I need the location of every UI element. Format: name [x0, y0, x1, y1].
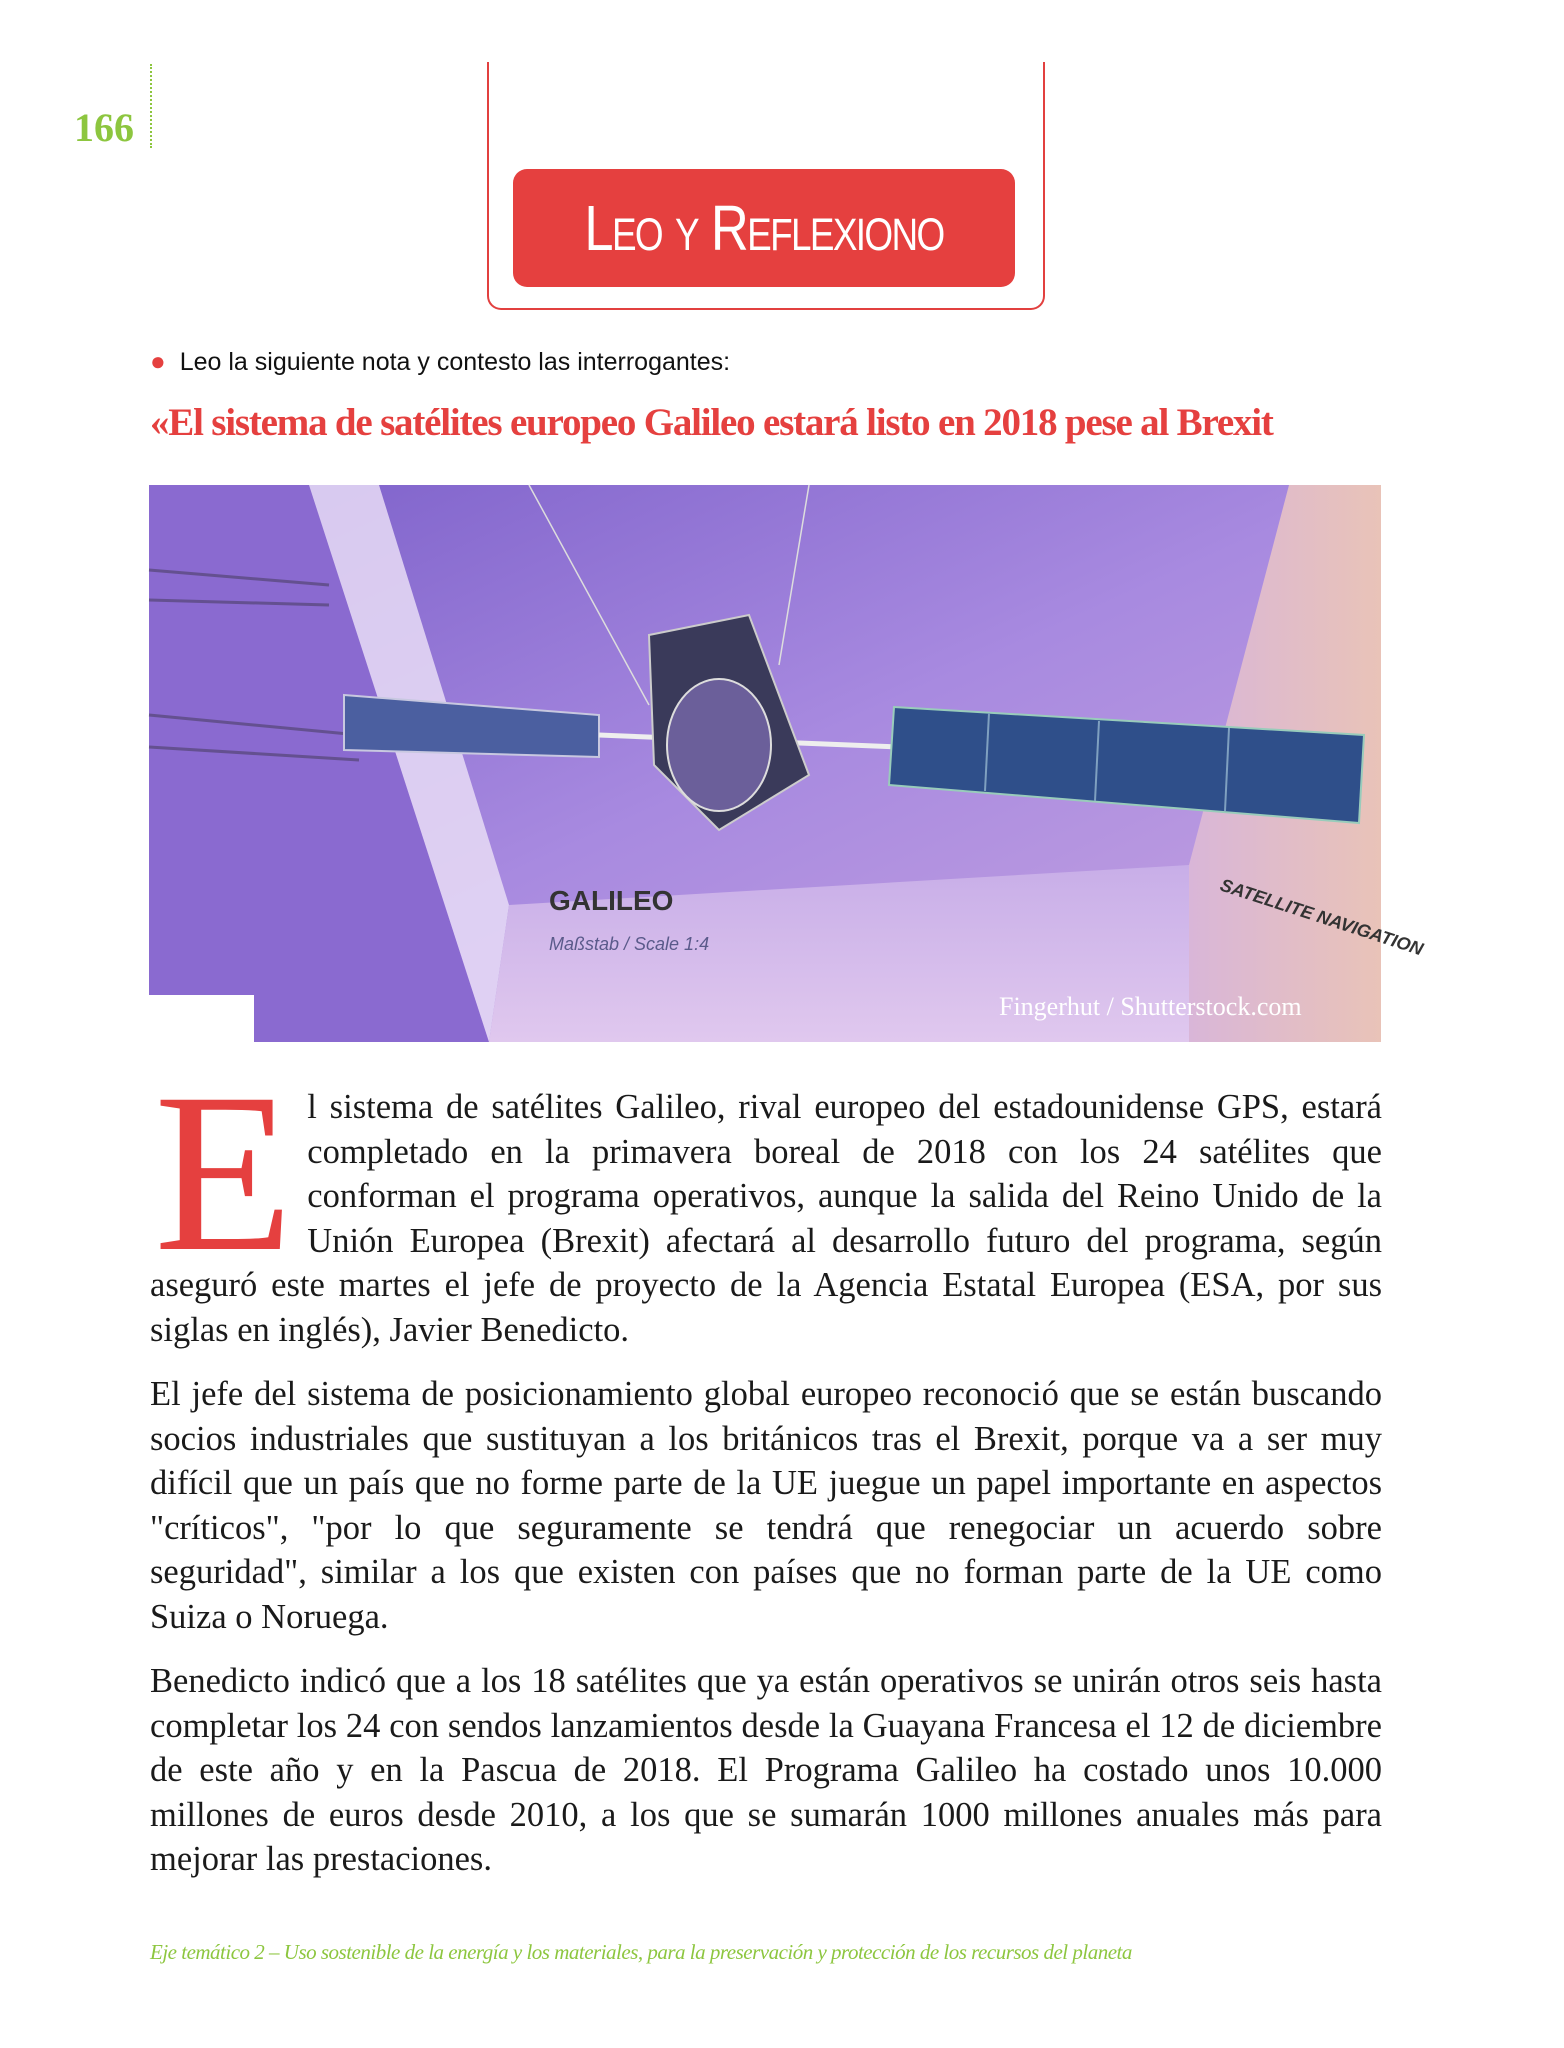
article-paragraph-1	[150, 1047, 1382, 1352]
photo-label-wall: SATELLITE NAVIGATION	[1217, 874, 1426, 960]
photo-label-scale: Maßstab / Scale 1:4	[549, 934, 710, 954]
instruction	[150, 346, 730, 377]
bullet-icon: ●	[150, 346, 166, 376]
page-number-divider	[150, 64, 152, 148]
instruction-text: Leo la siguiente nota y contesto las interrogantes:	[179, 348, 731, 376]
article-headline: «El sistema de satélites europeo Galileo estará listo en 2018 pese al Brexit	[150, 401, 1273, 444]
photo-credit: Fingerhut / Shutterstock.com	[999, 992, 1302, 1021]
article-paragraph-2: El jefe del sistema de posicionamiento global europeo reconoció que se están buscando socios industriales que sustituyan a los británicos tras el Brexit, porque va a ser muy difícil que un país que no forme parte de la UE juegue un papel importante en aspectos "críticos", "por lo que seguramente se tendrá que renegociar un acuerdo sobre seguridad", similar a los que existen con países que no forman parte de la UE como Suiza o Noruega.	[150, 1375, 1382, 1636]
section-title: Leo y Reflexiono	[584, 192, 944, 264]
galileo-satellite-photo	[149, 485, 1426, 1042]
article-body	[150, 1047, 1382, 1902]
article-paragraph-3: Benedicto indicó que a los 18 satélites que ya están operativos se unirán otros seis hasta completar los 24 con sendos lanzamientos desde la Guayana Francesa el 12 de diciembre de este año y en la Pascua de 2018. El Programa Galileo ha costado unos 10.000 millones de euros desde 2010, a los que se sumarán 1000 millones anuales más para mejorar las prestaciones.	[150, 1662, 1382, 1878]
drop-cap: E	[154, 1047, 294, 1299]
footer-theme: Eje temático 2 – Uso sostenible de la energía y los materiales, para la preservación y protección de los recursos del planeta	[150, 1940, 1132, 1964]
section-title-banner	[513, 169, 1015, 287]
photo-label-galileo: GALILEO	[549, 885, 674, 916]
paragraph-text: l sistema de satélites Galileo, rival europeo del estadounidense GPS, estará completado en la primavera boreal de 2018 con los 24 satélites que conforman el programa operativos, aunque la salida del Reino Unido de la Unión Europea (Brexit) afectará al desarrollo futuro del programa, según aseguró este martes el jefe de proyecto de la Agencia Estatal Europea (ESA, por sus siglas en inglés), Javier Benedicto.	[150, 1088, 1382, 1349]
page-number: 166	[74, 105, 134, 150]
